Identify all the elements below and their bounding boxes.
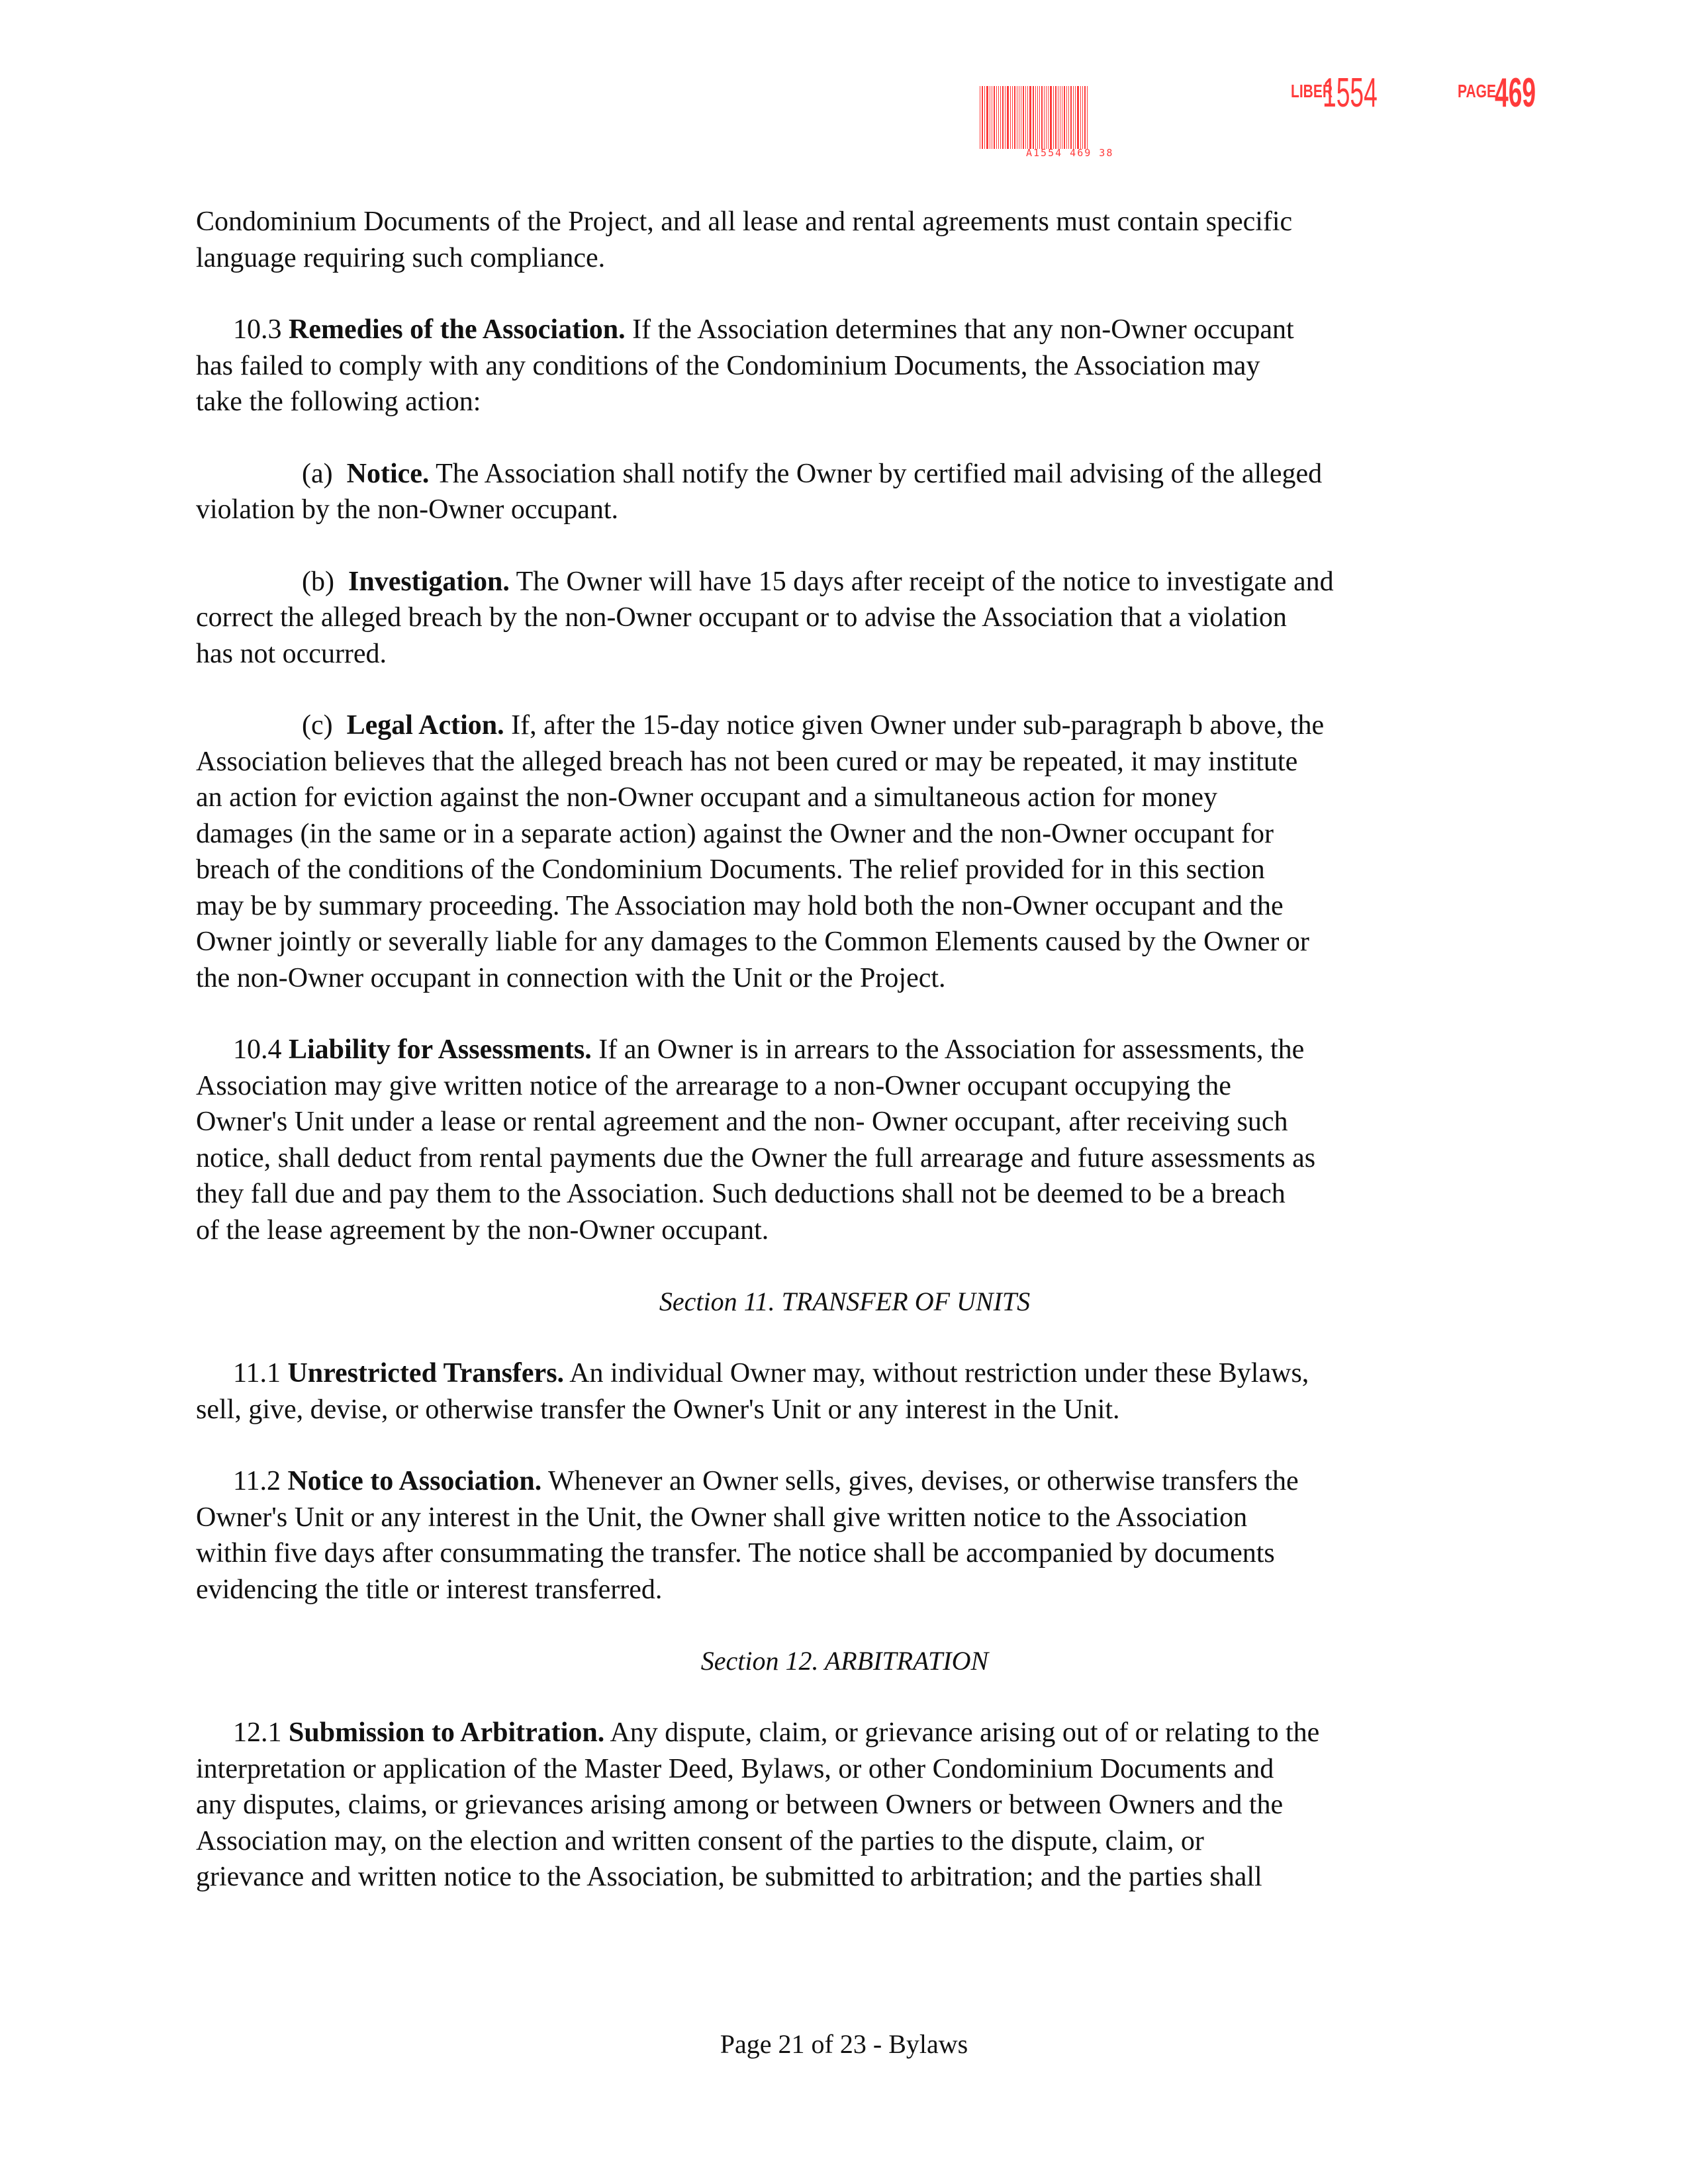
barcode-number: A1554 469 38: [1026, 147, 1114, 159]
text-line: within five days after consummating the transfer. The notice shall be accompanied by documents: [196, 1538, 1275, 1569]
paragraph-10-4: [196, 1032, 1493, 1248]
section-prefix: Section 12.: [700, 1646, 819, 1676]
text-line: breach of the conditions of the Condominium Documents. The relief provided for in this section: [196, 854, 1265, 885]
text-line: the non-Owner occupant in connection with the Unit or the Project.: [196, 962, 946, 993]
section-title: TRANSFER OF UNITS: [774, 1287, 1031, 1316]
liber-number: 1554: [1323, 70, 1378, 116]
subparagraph-label: (b): [302, 566, 334, 597]
text-span: If the Association determines that any non-Owner occupant: [625, 314, 1294, 345]
text-line: [196, 564, 1493, 600]
text-line: [196, 312, 1493, 348]
paragraph-number: 10.4: [233, 1034, 282, 1065]
paragraph-10-3: [196, 312, 1493, 420]
text-span: If, after the 15-day notice given Owner under sub-paragraph b above, the: [504, 710, 1325, 741]
text-line: Owner jointly or severally liable for any damages to the Common Elements caused by the Owner or: [196, 927, 1309, 957]
paragraph-heading: Notice to Association.: [287, 1466, 542, 1496]
paragraph-10-3-b: [196, 564, 1493, 672]
text-line: Condominium Documents of the Project, and all lease and rental agreements must contain specific: [196, 206, 1293, 237]
text-line: correct the alleged breach by the non-Owner occupant or to advise the Association that a violation: [196, 602, 1287, 633]
paragraph-heading: Notice.: [346, 458, 430, 489]
text-line: of the lease agreement by the non-Owner occupant.: [196, 1214, 769, 1246]
text-line: sell, give, devise, or otherwise transfer the Owner's Unit or any interest in the Unit.: [196, 1394, 1120, 1425]
paragraph-11-1: [196, 1355, 1493, 1428]
paragraph-number: 10.3: [233, 314, 282, 345]
section-prefix: Section 11.: [659, 1287, 775, 1316]
paragraph-heading: Investigation.: [348, 566, 510, 597]
text-line: violation by the non-Owner occupant.: [196, 494, 618, 525]
subparagraph-label: (a): [302, 458, 333, 489]
subparagraph-label: (c): [302, 710, 333, 741]
paragraph-number: 11.2: [233, 1466, 281, 1496]
text-line: damages (in the same or in a separate action) against the Owner and the non-Owner occupant for: [196, 818, 1274, 849]
section-12-heading: [196, 1643, 1493, 1679]
paragraph-heading: Submission to Arbitration.: [289, 1717, 605, 1748]
paragraph-10-3-a: [196, 456, 1493, 528]
barcode: [980, 86, 1129, 149]
text-line: [196, 707, 1493, 744]
text-line: [196, 1463, 1493, 1500]
text-line: interpretation or application of the Master Deed, Bylaws, or other Condominium Documents and: [196, 1753, 1274, 1784]
text-line: any disputes, claims, or grievances arising among or between Owners or between Owners and the: [196, 1790, 1284, 1820]
text-line: Owner's Unit or any interest in the Unit, the Owner shall give written notice to the Association: [196, 1502, 1248, 1533]
text-line: an action for eviction against the non-Owner occupant and a simultaneous action for money: [196, 782, 1218, 813]
text-line: notice, shall deduct from rental payments due the Owner the full arrearage and future assessments as: [196, 1142, 1316, 1173]
text-span: If an Owner is in arrears to the Association for assessments, the: [591, 1034, 1305, 1065]
text-line: [196, 1715, 1493, 1751]
paragraph-12-1: [196, 1715, 1493, 1895]
paragraph-number: 12.1: [233, 1717, 282, 1748]
text-span: An individual Owner may, without restriction under these Bylaws,: [564, 1358, 1309, 1388]
text-line: Association may give written notice of the arrearage to a non-Owner occupant occupying the: [196, 1070, 1231, 1101]
text-line: may be by summary proceeding. The Association may hold both the non-Owner occupant and the: [196, 890, 1284, 921]
text-line: Association believes that the alleged breach has not been cured or may be repeated, it may institute: [196, 746, 1298, 777]
text-span: The Owner will have 15 days after receipt of the notice to investigate and: [509, 566, 1334, 597]
text-line: take the following action:: [196, 387, 481, 417]
recording-stamp: [960, 66, 1582, 165]
text-span: Whenever an Owner sells, gives, devises, or otherwise transfers the: [541, 1466, 1299, 1496]
page-number: 469: [1495, 70, 1536, 116]
text-line: Owner's Unit under a lease or rental agreement and the non- Owner occupant, after receiving such: [196, 1107, 1288, 1137]
text-line: [196, 1355, 1493, 1392]
text-span: Any dispute, claim, or grievance arising out of or relating to the: [604, 1717, 1320, 1748]
text-line: [196, 456, 1493, 492]
text-span: The Association shall notify the Owner by certified mail advising of the alleged: [429, 458, 1323, 489]
paragraph-heading: Liability for Assessments.: [289, 1034, 592, 1065]
text-line: they fall due and pay them to the Association. Such deductions shall not be deemed to be a breach: [196, 1179, 1286, 1209]
section-11-heading: [196, 1284, 1493, 1320]
page-footer: Page 21 of 23 - Bylaws: [720, 2029, 968, 2059]
paragraph-heading: Legal Action.: [346, 710, 504, 741]
text-line: language requiring such compliance.: [196, 242, 606, 273]
section-title: ARBITRATION: [818, 1646, 989, 1676]
continuation-paragraph: [196, 204, 1493, 276]
text-line: grievance and written notice to the Association, be submitted to arbitration; and the parties shall: [196, 1862, 1262, 1892]
text-line: [196, 1032, 1493, 1068]
text-line: evidencing the title or interest transferred.: [196, 1574, 663, 1605]
liber-label: LIBER: [1291, 81, 1333, 101]
paragraph-heading: Remedies of the Association.: [289, 314, 626, 345]
paragraph-11-2: [196, 1463, 1493, 1608]
text-line: has not occurred.: [196, 638, 387, 669]
paragraph-number: 11.1: [233, 1358, 281, 1388]
document-body: [196, 204, 1493, 1931]
paragraph-10-3-c: [196, 707, 1493, 996]
text-line: Association may, on the election and written consent of the parties to the dispute, claim, or: [196, 1825, 1204, 1856]
page-label: PAGE: [1458, 81, 1496, 101]
paragraph-heading: Unrestricted Transfers.: [287, 1358, 565, 1388]
text-line: has failed to comply with any conditions of the Condominium Documents, the Association may: [196, 350, 1260, 381]
